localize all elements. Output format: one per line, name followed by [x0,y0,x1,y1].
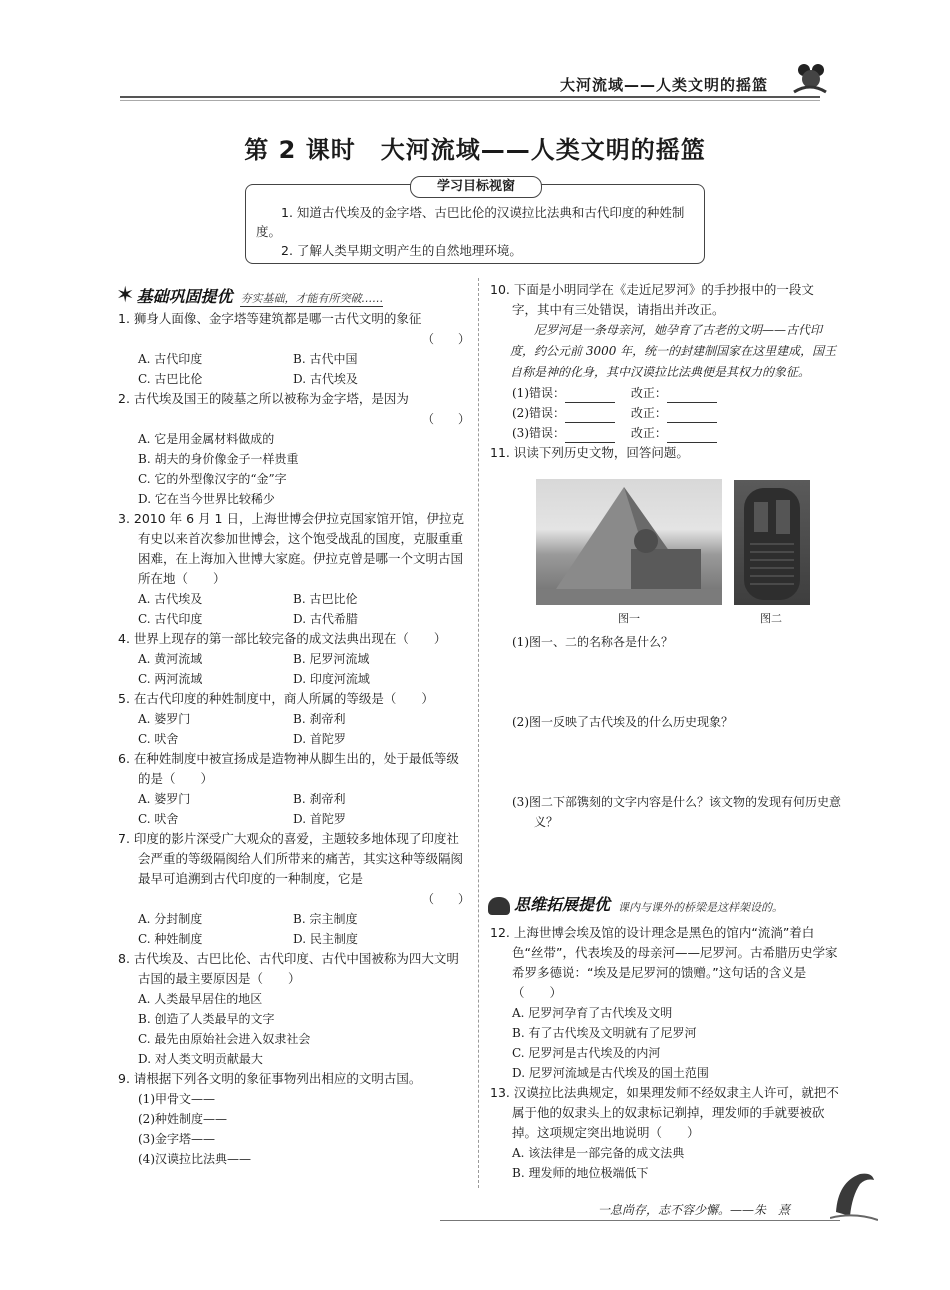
answer-blank[interactable] [667,410,717,423]
option-c: C. 它的外型像汉字的“金”字 [138,472,287,486]
section-extend-subtitle: 课内与课外的桥梁是这样架设的。 [618,901,784,914]
question-8 [118,949,470,1069]
question-7 [118,829,470,949]
section-extend-header [488,892,840,915]
question-4 [118,629,470,689]
header-rule [120,96,820,98]
option-b: B. 理发师的地位极端低下 [512,1166,649,1180]
q11-sub-1: (1)图一、二的名称各是什么？ [512,635,673,649]
option-a: A. 尼罗河孕育了古代埃及文明 [512,1006,673,1020]
goal-item-1: 1. 知道古代埃及的金字塔、古巴比伦的汉谟拉比法典和古代印度的种姓制度。 [256,205,685,239]
option-a: A. 分封制度 [138,912,203,926]
brain-icon [488,897,510,915]
option-d: D. 印度河流域 [293,672,370,686]
sub-item-1: (1)甲骨文—— [138,1092,215,1106]
q11-sub-3: (3)图二下部镌刻的文字内容是什么？该文物的发现有何历史意义？ [512,795,842,829]
option-a: A. 人类最早居住的地区 [138,992,263,1006]
question-10 [490,280,838,443]
page-title: 第 2 课时 大河流域——人类文明的摇篮 [244,136,706,164]
option-d: D. 尼罗河流域是古代埃及的国土范围 [512,1066,709,1080]
right-column [490,280,838,463]
option-c: C. 吠舍 [138,812,179,826]
option-a: A. 古代埃及 [138,592,203,606]
option-b: B. 古代中国 [293,352,358,366]
section-basic-header [116,284,470,307]
option-d: D. 它在当今世界比较稀少 [138,492,275,506]
figure-1-caption: 图一 [618,612,640,625]
option-a: A. 它是用金属材料做成的 [138,432,275,446]
answer-blank[interactable] [667,390,717,403]
passage-text: 尼罗河是一条母亲河，她孕育了古老的文明——古代印度，约公元前 3000 年，统一的封建制国家在这里建成，国王自称是神的化身，其中汉谟拉比法典便是其权力的象征。 [510,323,837,379]
option-b: B. 宗主制度 [293,912,358,926]
stele-photo [734,480,810,605]
option-d: D. 古代埃及 [293,372,358,386]
option-c: C. 古代印度 [138,612,203,626]
error-label: (2)错误： [512,406,565,420]
pyramid-sphinx-photo [536,479,722,605]
answer-paren: （ ） [421,412,470,426]
running-header-title: 大河流域——人类文明的摇篮 [560,76,769,94]
question-11 [490,443,838,463]
option-c: C. 尼罗河是古代埃及的内河 [512,1046,661,1060]
header-rule-thin [120,100,820,101]
footer-quote: 一息尚存，志不容少懈。——朱 熹 [598,1203,791,1217]
fix-label: 改正： [630,406,667,420]
q11-sub-2: (2)图一反映了古代埃及的什么历史现象？ [512,715,733,729]
option-c: C. 两河流域 [138,672,203,686]
mascot-icon [790,62,830,100]
answer-blank[interactable] [667,430,717,443]
option-b: B. 刹帝利 [293,792,346,806]
sub-item-3: (3)金字塔—— [138,1132,215,1146]
question-stem: 6. 在种姓制度中被宣扬成是造物神从脚生出的，处于最低等级的是（ ） [118,751,459,786]
question-stem: 5. 在古代印度的种姓制度中，商人所属的等级是（ ） [118,691,434,706]
question-stem: 13. 汉谟拉比法典规定，如果理发师不经奴隶主人许可，就把不属于他的奴隶头上的奴隶标记剃掉，理发师的手就要被砍掉。这项规定突出地说明（ ） [490,1085,839,1140]
option-a: A. 古代印度 [138,352,203,366]
option-d: D. 对人类文明贡献最大 [138,1052,263,1066]
question-stem: 10. 下面是小明同学在《走近尼罗河》的手抄报中的一段文字，其中有三处错误，请指出并改正。 [490,282,814,317]
option-b: B. 尼罗河流域 [293,652,370,666]
footer-rule [440,1220,840,1221]
fix-label: 改正： [630,386,667,400]
option-d: D. 古代希腊 [293,612,358,626]
option-a: A. 该法律是一部完备的成文法典 [512,1146,685,1160]
question-5 [118,689,470,749]
option-a: A. 黄河流域 [138,652,203,666]
question-3 [118,509,470,629]
option-a: A. 婆罗门 [138,792,191,806]
section-extend-title: 思维拓展提优 [514,895,611,914]
question-stem: 9. 请根据下列各文明的象征事物列出相应的文明古国。 [118,1071,422,1086]
section-basic-title: 基础巩固提优 [136,287,233,306]
answer-paren: （ ） [421,332,470,346]
goal-item-2: 2. 了解人类早期文明产生的自然地理环境。 [281,243,522,258]
question-9 [118,1069,470,1169]
option-d: D. 首陀罗 [293,812,346,826]
question-stem: 11. 识读下列历史文物，回答问题。 [490,445,689,460]
section-basic-subtitle: 夯实基础，才能有所突破…… [240,292,384,305]
option-c: C. 最先由原始社会进入奴隶社会 [138,1032,311,1046]
dolphin-icon [830,1168,878,1226]
question-12 [490,923,840,1083]
option-d: D. 民主制度 [293,932,358,946]
question-stem: 2. 古代埃及国王的陵墓之所以被称为金字塔，是因为 [118,391,409,406]
fix-label: 改正： [630,426,667,440]
question-1 [118,309,470,389]
question-stem: 12. 上海世博会埃及馆的设计理念是黑色的馆内“流淌”着白色“丝带”，代表埃及的母亲河——尼罗河。古希腊历史学家希罗多德说：“埃及是尼罗河的馈赠。”这句话的含义是（ ） [490,925,838,1000]
starfish-icon: ✶ [116,283,135,308]
question-stem: 3. 2010 年 6 月 1 日，上海世博会伊拉克国家馆开馆，伊拉克有史以来首次参加世博会，这个饱受战乱的国度，克服重重困难，在上海加入世博大家庭。伊拉克曾是哪一个文明古国所在地（ ） [118,511,464,586]
answer-blank[interactable] [565,390,615,403]
column-divider [478,278,479,1188]
question-stem: 7. 印度的影片深受广大观众的喜爱，主题较多地体现了印度社会严重的等级隔阂给人们所带来的痛苦，其实这种等级隔阂最早可追溯到古代印度的一种制度，它是 [118,831,464,886]
learning-goals-badge: 学习目标视窗 [410,176,542,198]
error-label: (1)错误： [512,386,565,400]
option-b: B. 刹帝利 [293,712,346,726]
option-b: B. 古巴比伦 [293,592,358,606]
answer-paren: （ ） [421,892,470,906]
option-b: B. 有了古代埃及文明就有了尼罗河 [512,1026,697,1040]
question-stem: 4. 世界上现存的第一部比较完备的成文法典出现在（ ） [118,631,447,646]
option-a: A. 婆罗门 [138,712,191,726]
option-b: B. 胡夫的身价像金子一样贵重 [138,452,299,466]
question-6 [118,749,470,829]
error-line-3 [490,423,838,443]
error-line-1 [490,383,838,403]
option-d: D. 首陀罗 [293,732,346,746]
question-stem: 1. 狮身人面像、金字塔等建筑都是哪一古代文明的象征 [118,311,422,326]
error-label: (3)错误： [512,426,565,440]
figure-2-caption: 图二 [760,612,782,625]
answer-blank[interactable] [565,410,615,423]
answer-blank[interactable] [565,430,615,443]
option-c: C. 种姓制度 [138,932,203,946]
option-c: C. 吠舍 [138,732,179,746]
sub-item-2: (2)种姓制度—— [138,1112,227,1126]
question-stem: 8. 古代埃及、古巴比伦、古代印度、古代中国被称为四大文明古国的最主要原因是（ ） [118,951,459,986]
question-13 [490,1083,840,1183]
option-b: B. 创造了人类最早的文字 [138,1012,275,1026]
question-2 [118,389,470,509]
left-column [118,284,470,1169]
option-c: C. 古巴比伦 [138,372,203,386]
error-line-2 [490,403,838,423]
sub-item-4: (4)汉谟拉比法典—— [138,1152,251,1166]
